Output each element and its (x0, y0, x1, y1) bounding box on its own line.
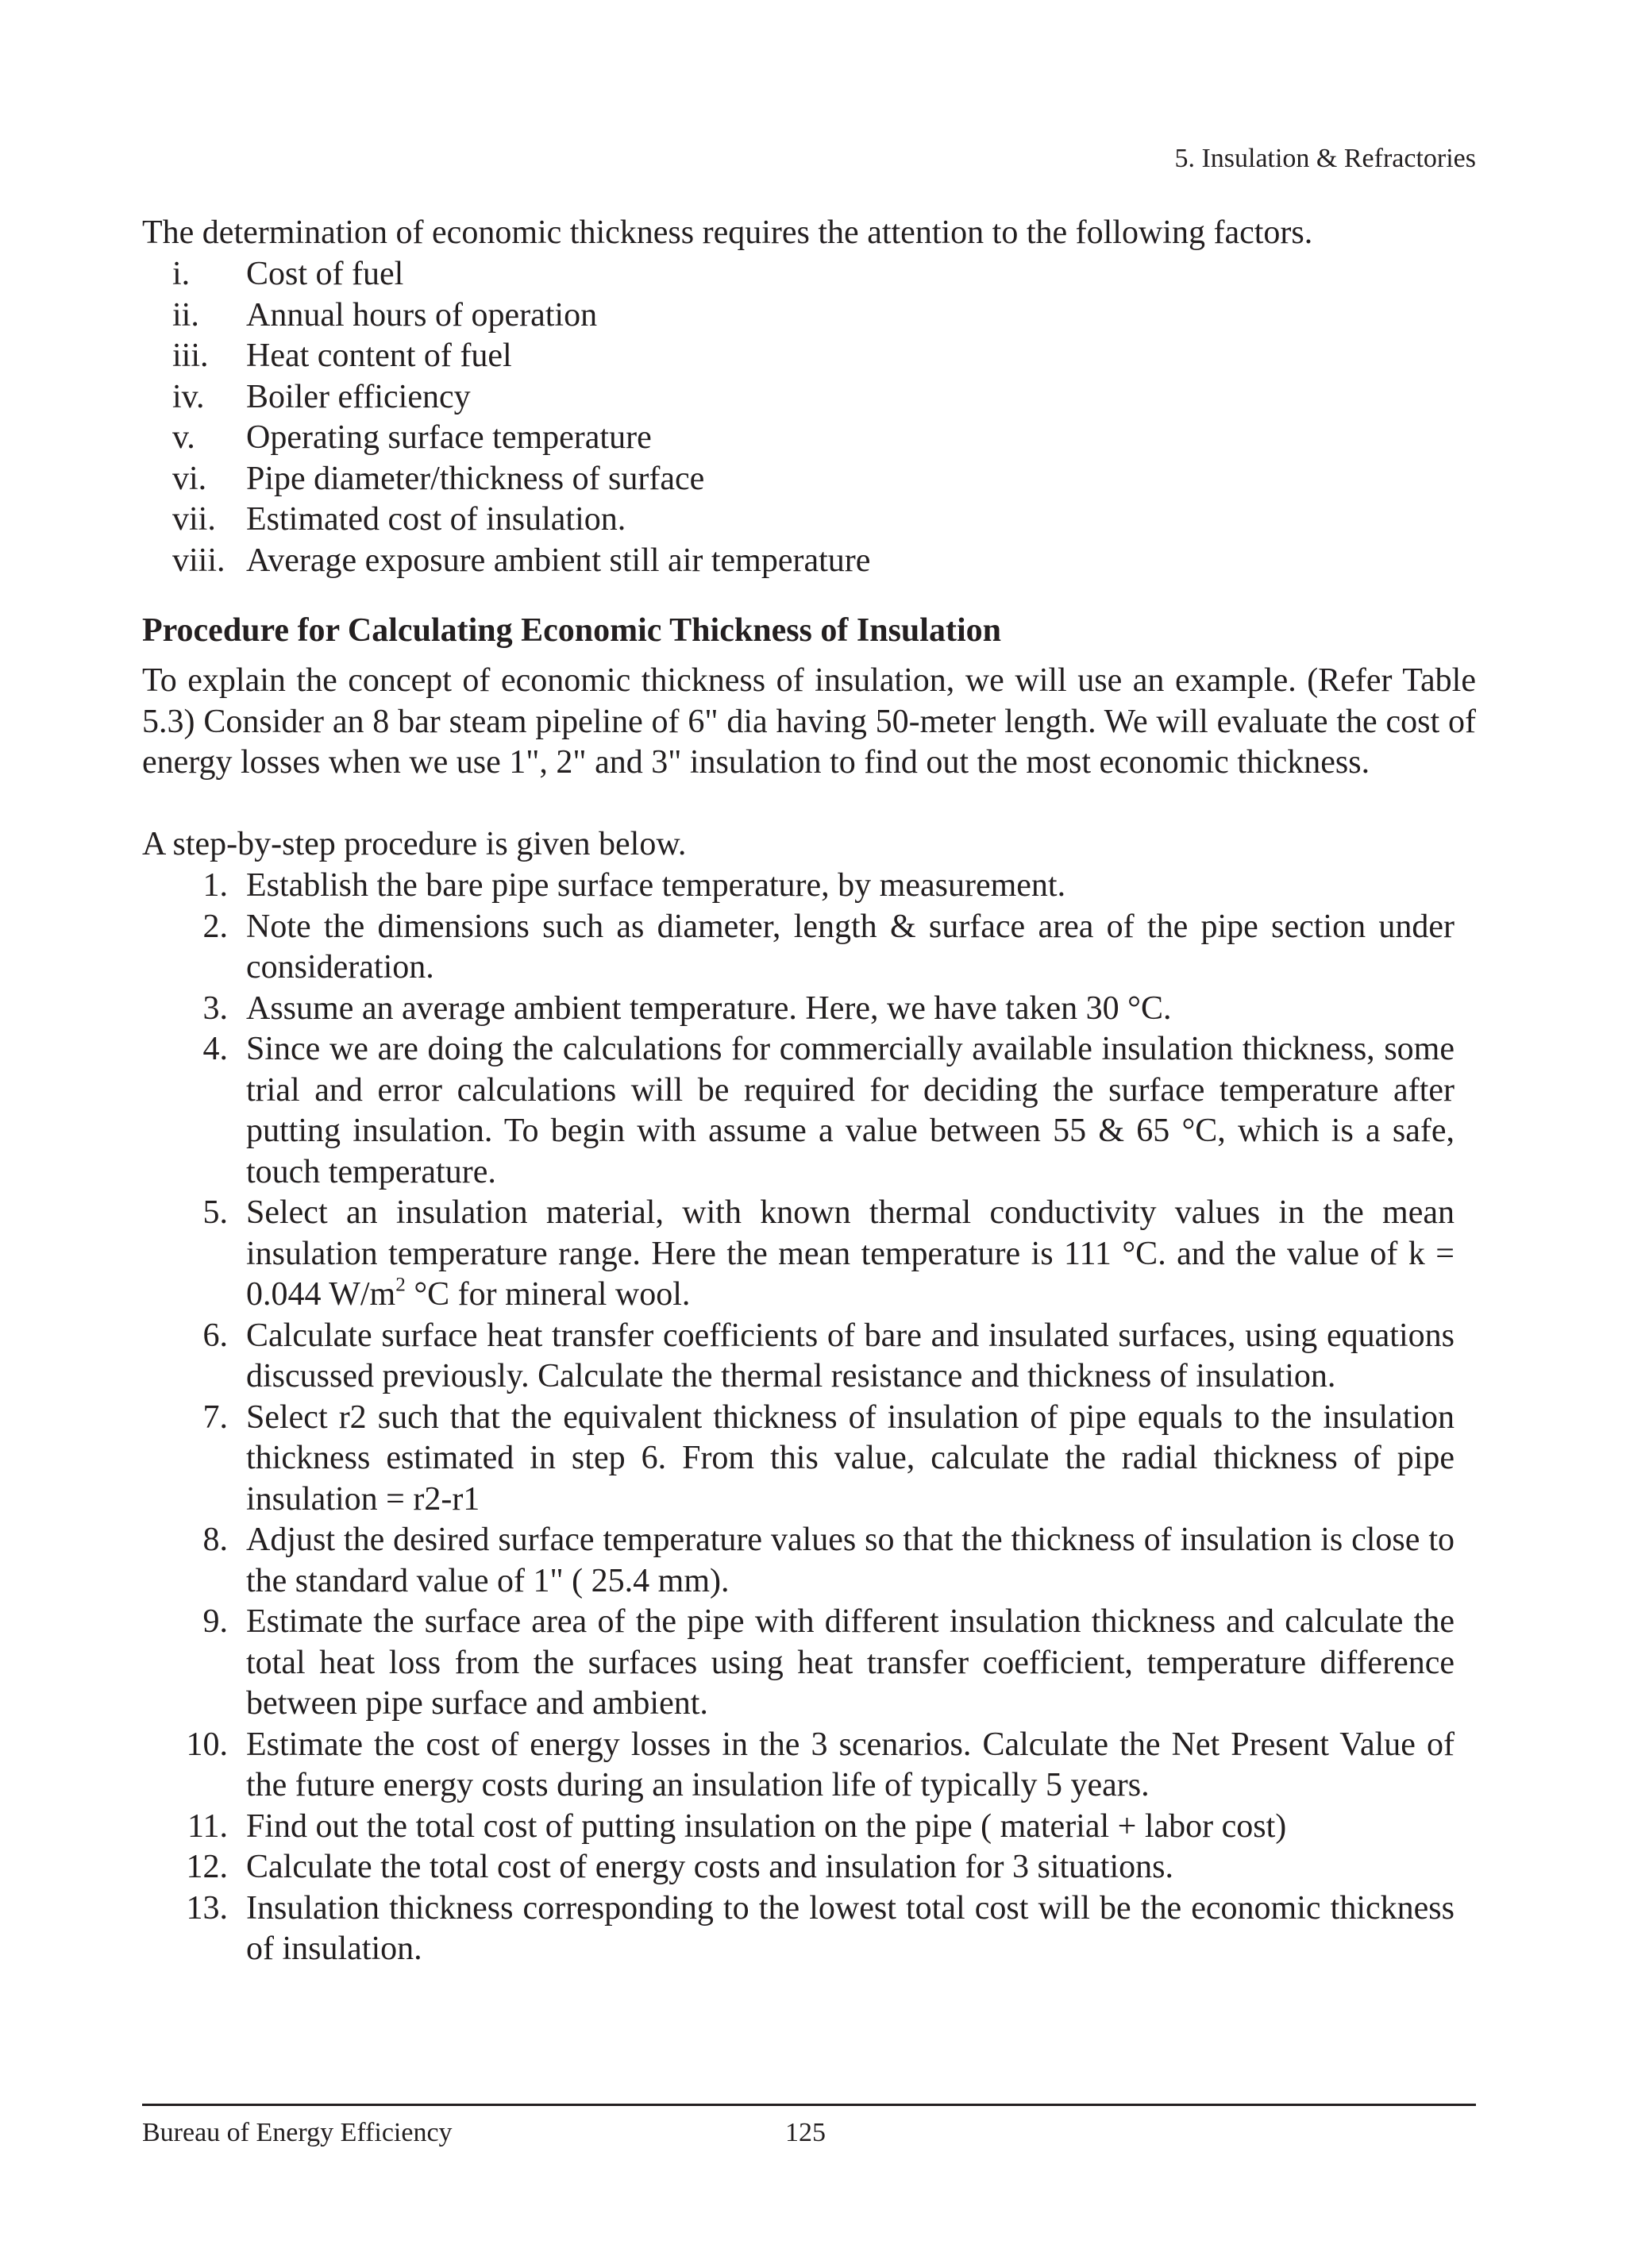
list-item (142, 1398, 1455, 1521)
list-item-number: 8. (202, 1522, 228, 1558)
list-item (142, 499, 1476, 541)
intro-sentence: The determination of economic thickness requires the attention to the following factors. (142, 214, 1313, 251)
footer-divider (142, 2104, 1476, 2106)
steps-intro: A step-by-step procedure is given below. (142, 826, 687, 862)
list-item-number: 5. (202, 1194, 228, 1231)
list-item-text: Average exposure ambient still air temperature (246, 542, 871, 579)
section-heading: Procedure for Calculating Economic Thickness of Insulation (142, 612, 1001, 649)
footer-publisher: Bureau of Energy Efficiency (142, 2118, 453, 2147)
list-item (142, 866, 1455, 907)
list-item-number: vii. (172, 501, 216, 538)
list-item-text: Select r2 such that the equivalent thickness of insulation of pipe equals to the insulation thickness estimated in step 6. From this value, calculate the radial thickness of pipe insulation = r2-r1 (246, 1398, 1455, 1518)
list-item-number: 13. (186, 1889, 228, 1927)
list-item-number: 3. (202, 989, 228, 1027)
step-list (142, 866, 1455, 1970)
list-item-text (246, 1193, 1455, 1316)
section-paragraph: To explain the concept of economic thickness of insulation, we will use an example. (Refer Table 5.3) Consider an 8 bar steam pipeline of 6" dia having 50-meter length. We will evaluate the cost of energy losses when we use 1", 2" and 3" insulation to find out the most economic thickness. (142, 662, 1476, 781)
list-item-text: Calculate the total cost of energy costs and insulation for 3 situations. (246, 1849, 1173, 1885)
list-item-text: Establish the bare pipe surface temperature, by measurement. (246, 867, 1066, 904)
list-item-text: Note the dimensions such as diameter, length & surface area of the pipe section under consideration. (246, 908, 1455, 986)
list-item-number: iii. (172, 338, 209, 374)
list-item-text: Assume an average ambient temperature. Here, we have taken 30 °C. (246, 989, 1172, 1027)
step-text-part: Select an insulation material, with known thermal conductivity values in the mean insulation temperature range. Here the mean temperature is 111 °C. and the value of k = 0.044 W/m (246, 1194, 1455, 1313)
list-item (142, 1193, 1455, 1316)
list-item (142, 254, 1476, 295)
superscript: 2 (395, 1274, 406, 1296)
list-item-number: v. (172, 419, 195, 456)
list-item-number: 11. (187, 1807, 228, 1845)
document-page (142, 0, 1476, 2268)
list-item-number: 4. (202, 1031, 228, 1067)
list-item-number: 1. (202, 867, 228, 904)
list-item (142, 907, 1455, 989)
list-item-text: Operating surface temperature (246, 419, 652, 456)
list-item (142, 295, 1476, 337)
list-item (142, 1602, 1455, 1725)
list-item-text: Estimate the cost of energy losses in the 3 scenarios. Calculate the Net Present Value of the future energy costs during an insulation life of typically 5 years. (246, 1726, 1455, 1803)
list-item-number: 10. (186, 1726, 228, 1763)
list-item-number: 6. (202, 1317, 228, 1354)
list-item-text: Since we are doing the calculations for commercially available insulation thickness, some trial and error calculations will be required for deciding the surface temperature after putting insulation. To begin with assume a value between 55 & 65 °C, which is a safe, touch temperature. (246, 1031, 1455, 1190)
list-item-number: 7. (202, 1398, 228, 1436)
list-item-text: Boiler efficiency (246, 378, 471, 415)
list-item-text: Insulation thickness corresponding to the lowest total cost will be the economic thickness of insulation. (246, 1889, 1455, 1967)
list-item (142, 377, 1476, 418)
list-item-number: i. (172, 256, 191, 292)
list-item (142, 459, 1476, 500)
list-item-text: Cost of fuel (246, 256, 404, 292)
list-item (142, 989, 1455, 1030)
list-item (142, 1807, 1455, 1848)
list-item-text: Heat content of fuel (246, 338, 512, 374)
list-item (142, 1520, 1455, 1602)
list-item (142, 1847, 1455, 1888)
step-text-part: °C for mineral wool. (405, 1276, 691, 1313)
list-item (142, 541, 1476, 582)
list-item-text: Pipe diameter/thickness of surface (246, 460, 705, 497)
list-item (142, 1316, 1455, 1398)
page-number: 125 (785, 2118, 826, 2147)
list-item-number: ii. (172, 296, 199, 334)
list-item-number: iv. (172, 378, 205, 415)
list-item (142, 1888, 1455, 1970)
list-item-text: Estimated cost of insulation. (246, 501, 626, 538)
list-item (142, 1029, 1455, 1193)
list-item-number: 9. (202, 1603, 228, 1640)
list-item-text: Calculate surface heat transfer coefficients of bare and insulated surfaces, using equations discussed previously. Calculate the thermal resistance and thickness of insulation. (246, 1317, 1455, 1394)
list-item (142, 1725, 1455, 1807)
list-item-number: vi. (172, 460, 207, 497)
list-item-text: Annual hours of operation (246, 296, 598, 334)
list-item-text: Find out the total cost of putting insulation on the pipe ( material + labor cost) (246, 1807, 1287, 1845)
list-item-text: Adjust the desired surface temperature values so that the thickness of insulation is close to the standard value of 1" ( 25.4 mm). (246, 1522, 1455, 1599)
list-item-text: Estimate the surface area of the pipe with different insulation thickness and calculate the total heat loss from the surfaces using heat transfer coefficient, temperature difference between pipe surface and ambient. (246, 1603, 1455, 1722)
list-item-number: 2. (202, 908, 228, 945)
factor-list (142, 254, 1476, 581)
list-item (142, 418, 1476, 459)
list-item (142, 336, 1476, 377)
list-item-number: 12. (186, 1849, 228, 1885)
list-item-number: viii. (172, 542, 225, 579)
running-head: 5. Insulation & Refractories (1174, 144, 1476, 173)
